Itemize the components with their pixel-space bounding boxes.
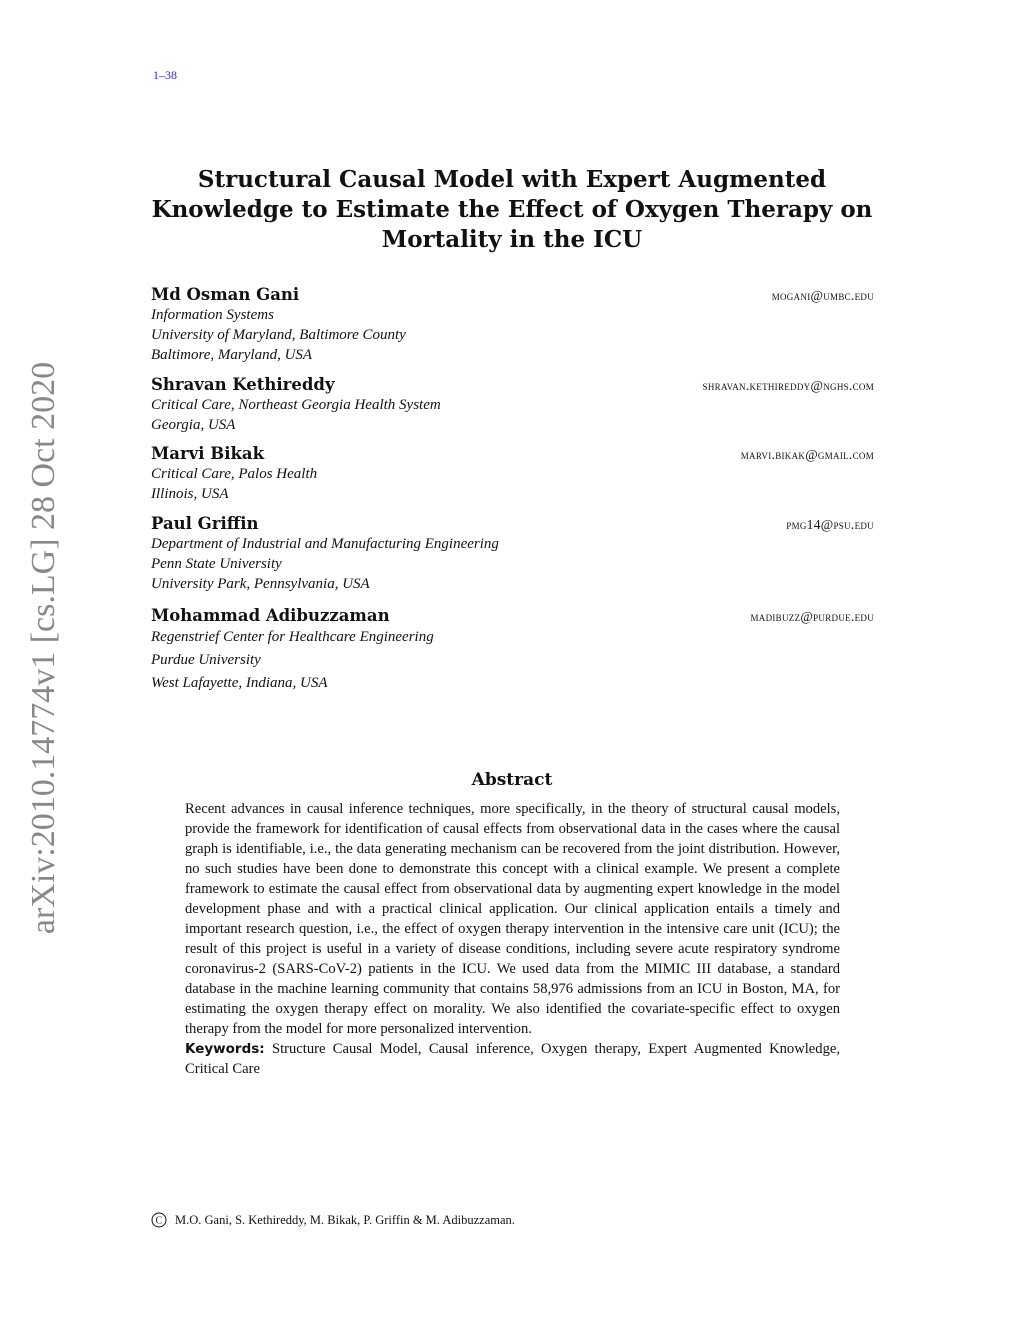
author-affiliation: Regenstrief Center for Healthcare Engineering <box>151 629 434 645</box>
author-email[interactable]: shravan.kethireddy@nghs.com <box>702 378 874 393</box>
author-affiliation: Penn State University <box>151 556 282 572</box>
keywords-label: Keywords: <box>185 1041 265 1057</box>
author-block <box>151 375 874 435</box>
abstract-body <box>185 799 840 1079</box>
copyright-icon <box>151 1212 167 1228</box>
keywords-list: Structure Causal Model, Causal inference, Oxygen therapy, Expert Augmented Knowledge, Critical Care <box>185 1041 840 1077</box>
author-affiliation: Purdue University <box>151 652 261 668</box>
paper-title <box>150 165 874 255</box>
author-affiliation: Critical Care, Palos Health <box>151 466 318 482</box>
abstract-heading: Abstract <box>471 770 553 790</box>
keywords <box>185 1039 840 1079</box>
title-line: Structural Causal Model with Expert Augmented <box>197 166 827 193</box>
author-block <box>151 285 874 365</box>
author-affiliation: Critical Care, Northeast Georgia Health System <box>151 397 441 413</box>
author-affiliation: Baltimore, Maryland, USA <box>151 347 313 363</box>
author-block <box>151 606 874 695</box>
author-email[interactable]: marvi.bikak@gmail.com <box>740 447 874 462</box>
author-email[interactable]: madibuzz@purdue.edu <box>750 609 874 624</box>
arxiv-identifier: arXiv:2010.14774v1 [cs.LG] 28 Oct 2020 <box>25 361 62 935</box>
author-name: Shravan Kethireddy <box>151 375 335 394</box>
page-range: 1–38 <box>153 68 177 82</box>
abstract-text: Recent advances in causal inference techniques, more specifically, in the theory of structural causal models, provide the framework for identification of causal effects from observational data in the cases where the causal graph is identifiable, i.e., the data generating mechanism can be recovered from the joint distribution. However, no such studies have been done to demonstrate this concept with a clinical example. We present a complete framework to estimate the causal effect from observational data by augmenting expert knowledge in the model development phase and with a practical clinical application. Our clinical application entails a timely and important research question, i.e., the effect of oxygen therapy intervention in the intensive care unit (ICU); the result of this project is useful in a variety of disease conditions, including severe acute respiratory syndrome coronavirus-2 (SARS-CoV-2) patients in the ICU. We used data from the MIMIC III database, a standard database in the machine learning community that contains 58,976 admissions from an ICU in Boston, MA, for estimating the oxygen therapy effect on morality. We also identified the covariate-specific effect to oxygen therapy from the model for more personalized intervention. <box>185 801 840 1037</box>
author-block <box>151 444 874 504</box>
author-affiliation: University of Maryland, Baltimore County <box>151 327 406 343</box>
svg-text:C: C <box>155 1215 163 1227</box>
author-name: Mohammad Adibuzzaman <box>151 606 390 625</box>
author-name: Md Osman Gani <box>151 285 300 304</box>
title-line: Mortality in the ICU <box>381 226 643 253</box>
author-affiliation: Information Systems <box>151 307 274 323</box>
author-affiliation: University Park, Pennsylvania, USA <box>151 576 370 592</box>
author-affiliation: Georgia, USA <box>151 417 236 433</box>
title-line: Knowledge to Estimate the Effect of Oxygen Therapy on <box>151 196 873 223</box>
author-email[interactable]: pmg14@psu.edu <box>786 517 874 532</box>
author-name: Marvi Bikak <box>151 444 265 463</box>
author-email[interactable]: mogani@umbc.edu <box>771 288 874 303</box>
author-affiliation: Department of Industrial and Manufacturing Engineering <box>151 536 499 552</box>
copyright-text: M.O. Gani, S. Kethireddy, M. Bikak, P. Griffin & M. Adibuzzaman. <box>175 1212 515 1227</box>
copyright-footer <box>151 1212 515 1228</box>
author-affiliation: Illinois, USA <box>151 486 229 502</box>
author-block <box>151 514 874 594</box>
author-affiliation: West Lafayette, Indiana, USA <box>151 675 328 691</box>
author-name: Paul Griffin <box>151 514 259 533</box>
